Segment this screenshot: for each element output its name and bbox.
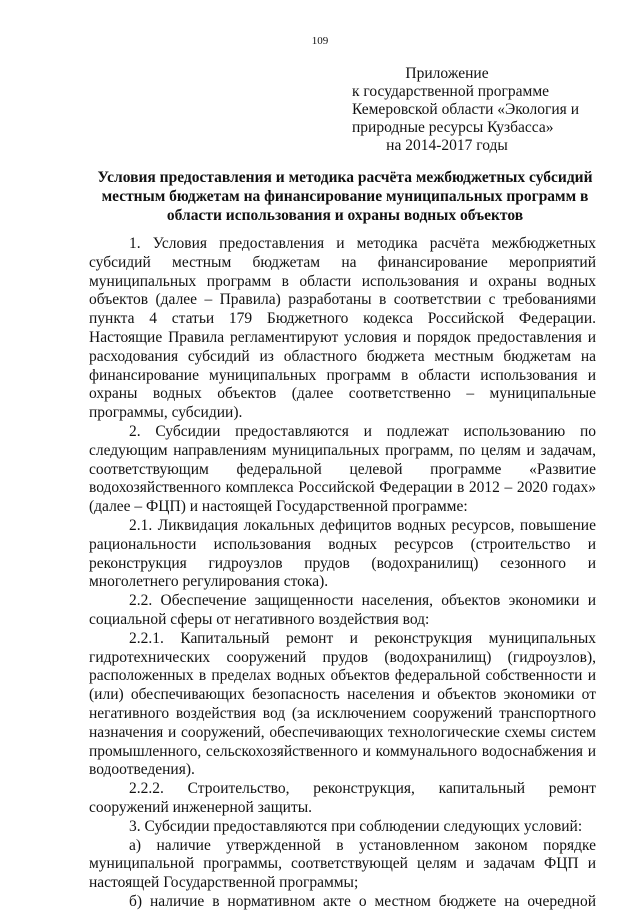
document-title bbox=[95, 168, 595, 225]
paragraph-3-b: б) наличие в нормативном акте о местном бюджете на очередной bbox=[129, 892, 596, 910]
appendix-line: природные ресурсы Кузбасса» bbox=[352, 119, 554, 136]
paragraph-2-2-2: 2.2.2. Строительство, реконструкция, капитальный ремонт сооружений инженерной защиты. bbox=[89, 780, 596, 816]
title-line: области использования и охраны водных объектов bbox=[166, 207, 524, 224]
document-body bbox=[89, 235, 596, 912]
title-line: Условия предоставления и методика расчёта межбюджетных субсидий bbox=[97, 169, 593, 186]
paragraph-2-1: 2.1. Ликвидация локальных дефицитов водных ресурсов, повышение рациональности использования водных ресурсов (строительство и реконструкция гидроузлов прудов (водохранилищ) сезонного и многолетнего регулирования стока). bbox=[89, 516, 596, 591]
appendix-line: Кемеровской области «Экология и bbox=[352, 101, 579, 118]
paragraph-3: 3. Субсидии предоставляются при соблюдении следующих условий: bbox=[129, 817, 583, 835]
appendix-line: Приложение bbox=[405, 65, 489, 82]
paragraph-2-2: 2.2. Обеспечение защищенности населения, объектов экономики и социальной сферы от негативного воздействия вод: bbox=[89, 592, 596, 628]
appendix-heading bbox=[352, 65, 579, 155]
paragraph-2: 2. Субсидии предоставляются и подлежат использованию по следующим направлениям муниципальных программ, по целям и задачам, соответствующим федеральной целевой программе «Развитие водохозяйственного комплекса Российской Федерации в 2012 – 2020 годах» (далее – ФЦП) и настоящей Государственной программе: bbox=[89, 422, 596, 516]
page-number: 109 bbox=[311, 35, 329, 47]
appendix-line: на 2014-2017 годы bbox=[386, 137, 508, 154]
title-line: местным бюджетам на финансирование муниципальных программ в bbox=[101, 188, 589, 205]
appendix-line: к государственной программе bbox=[352, 83, 550, 100]
paragraph-3-a: а) наличие утвержденной в установленном законом порядке муниципальной программы, соответствующей целям и задачам ФЦП и настоящей Государственной программы; bbox=[89, 836, 596, 892]
paragraph-1: 1. Условия предоставления и методика расчёта межбюджетных субсидий местным бюджетам на финансирование мероприятий муниципальных программ в области использования и охраны водных объектов (далее – Правила) разработаны в соответствии с требованиями пункта 4 статьи 179 Бюджетного кодекса Российской Федерации. Настоящие Правила регламентируют условия и порядок предоставления и расходования субсидий из областного бюджета местным бюджетам на финансирование муниципальных программ в области использования и охраны водных объектов (далее соответственно – муниципальные программы, субсидии). bbox=[89, 235, 596, 422]
paragraph-2-2-1: 2.2.1. Капитальный ремонт и реконструкция муниципальных гидротехнических сооружений прудов (водохранилищ) (гидроузлов), расположенных в пределах водных объектов федеральной собственности и (или) обеспечивающих безопасность населения и объектов экономики от негативного воздействия вод (за исключением сооружений транспортного назначения и сооружений, обеспечивающих технологические схемы систем промышленного, сельскохозяйственного и коммунального водоснабжения и водоотведения). bbox=[89, 629, 596, 779]
